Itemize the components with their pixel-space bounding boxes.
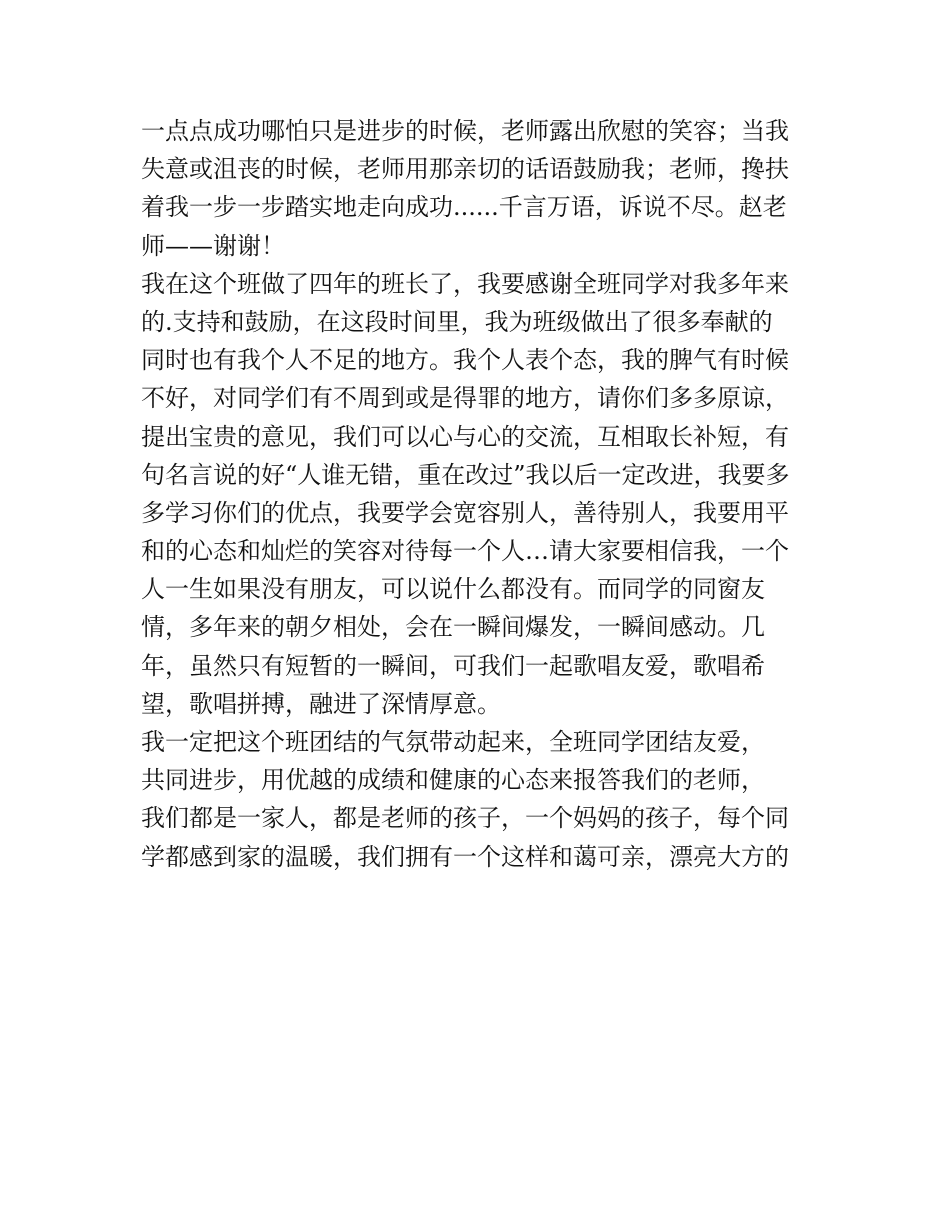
text-line: 年，虽然只有短暂的一瞬间，可我们一起歌唱友爱，歌唱希 bbox=[141, 651, 765, 680]
text-line: 我们都是一家人，都是老师的孩子，一个妈妈的孩子，每个同 bbox=[141, 804, 789, 833]
text-line: 句名言说的好“人谁无错，重在改过”我以后一定改进，我要多 bbox=[141, 460, 790, 489]
text-line: 学都感到家的温暖，我们拥有一个这样和蔼可亲，漂亮大方的 bbox=[141, 842, 789, 871]
text-line: 我在这个班做了四年的班长了，我要感谢全班同学对我多年来 bbox=[141, 269, 789, 298]
text-line: 多学习你们的优点，我要学会宽容别人，善待别人，我要用平 bbox=[141, 498, 789, 527]
text-line: 同时也有我个人不足的地方。我个人表个态，我的脾气有时候 bbox=[141, 346, 789, 375]
text-line: 共同进步，用优越的成绩和健康的心态来报答我们的老师， bbox=[141, 766, 765, 795]
text-line: 人一生如果没有朋友，可以说什么都没有。而同学的同窗友 bbox=[141, 575, 765, 604]
text-line: 的.支持和鼓励，在这段时间里，我为班级做出了很多奉献的 bbox=[141, 307, 773, 336]
text-line: 着我一步一步踏实地走向成功......千言万语，诉说不尽。赵老 bbox=[141, 193, 787, 222]
text-line: 情，多年来的朝夕相处，会在一瞬间爆发，一瞬间感动。几 bbox=[141, 613, 765, 642]
text-line: 提出宝贵的意见，我们可以心与心的交流，互相取长补短，有 bbox=[141, 422, 789, 451]
text-line: 和的心态和灿烂的笑容对待每一个人…请大家要相信我，一个 bbox=[141, 537, 789, 566]
text-line: 师——谢谢！ bbox=[141, 231, 285, 260]
text-line: 我一定把这个班团结的气氛带动起来，全班同学团结友爱， bbox=[141, 728, 765, 756]
text-line: 望，歌唱拼搏，融进了深情厚意。 bbox=[141, 689, 501, 718]
text-line: 失意或沮丧的时候，老师用那亲切的话语鼓励我；老师，搀扶 bbox=[141, 155, 789, 184]
text-line: 不好，对同学们有不周到或是得罪的地方，请你们多多原谅， bbox=[141, 384, 789, 413]
text-line: 一点点成功哪怕只是进步的时候，老师露出欣慰的笑容；当我 bbox=[141, 117, 789, 145]
body-text bbox=[141, 112, 821, 876]
